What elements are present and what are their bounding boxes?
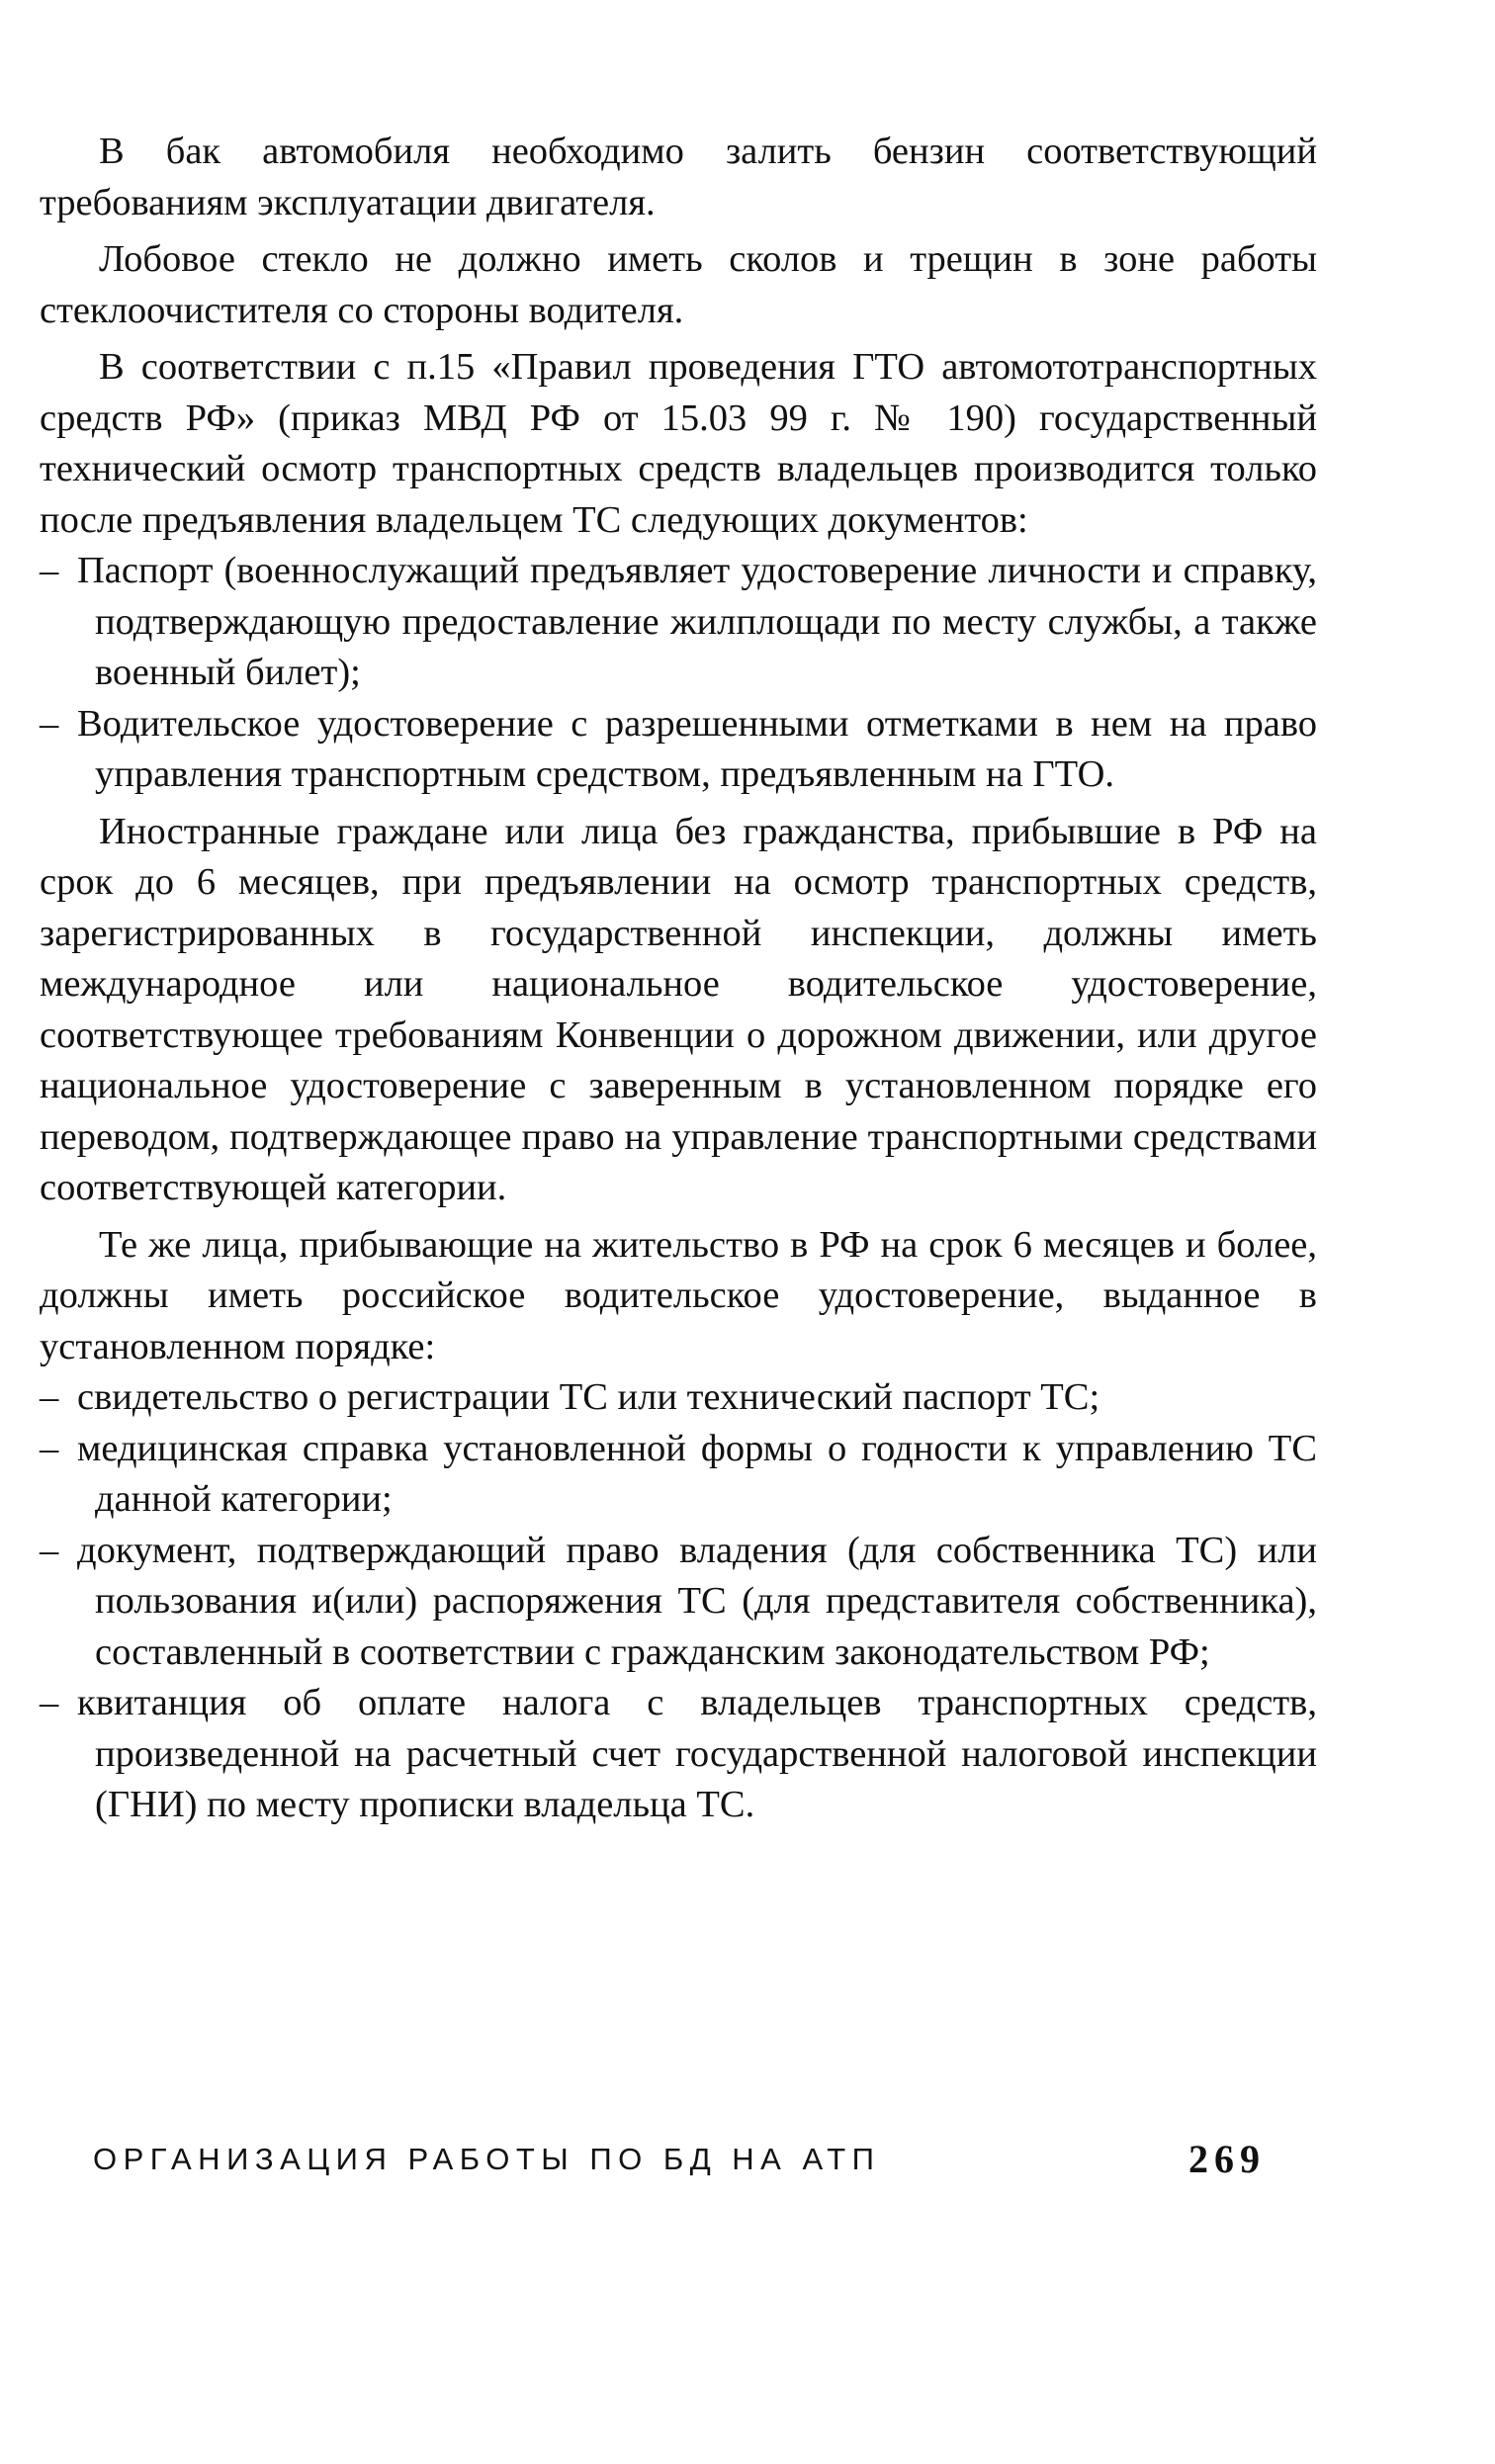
list-item-text: Паспорт (военнослужащий предъявляет удостоверение личности и справку, подтверждающую предоставление жилплощади по месту службы, а также военный билет); bbox=[77, 550, 1317, 693]
paragraph-residents: Те же лица, прибывающие на жительство в РФ на срок 6 месяцев и более, должны иметь российское водительское удостоверение, выданное в установленном порядке: bbox=[40, 1223, 1317, 1367]
list-item-text: Водительское удостоверение с разрешенными отметками в нем на право управления транспортным средством, предъявленным на ГТО. bbox=[77, 702, 1317, 795]
list-item-registration bbox=[40, 1372, 1317, 1424]
list-item-ownership bbox=[40, 1526, 1317, 1679]
resident-documents-list bbox=[40, 1372, 1317, 1831]
paragraph-windshield: Лобовое стекло не должно иметь сколов и трещин в зоне работы стеклоочистителя со стороны водителя. bbox=[40, 238, 1317, 331]
paragraph-foreign-citizens: Иностранные граждане или лица без гражданства, прибывшие в РФ на срок до 6 месяцев, при предъявлении на осмотр транспортных средств, зарегистрированных в государственной инспекции, должны иметь международное или национальное водительское удостоверение, соответствующее требованиям Конвенции о дорожном движении, или другое национальное удостоверение с заверенным в установленном порядке его переводом, подтверждающее право на управление транспортными средствами соответствующей категории. bbox=[40, 810, 1317, 1208]
list-item-text: квитанция об оплате налога с владельцев транспортных средств, произведенной на расчетный счет государственной налоговой инспекции (ГНИ) по месту прописки владельца ТС. bbox=[77, 1682, 1317, 1825]
list-dash: – bbox=[40, 1427, 59, 1469]
list-item-driver-license bbox=[40, 699, 1317, 801]
paragraph-fuel: В бак автомобиля необходимо залить бензин соответствующий требованиям эксплуатации двигателя. bbox=[40, 131, 1317, 223]
list-item-passport bbox=[40, 546, 1317, 699]
running-title: ОРГАНИЗАЦИЯ РАБОТЫ ПО БД НА АТП bbox=[93, 2142, 881, 2176]
list-item-text: медицинская справка установленной формы о годности к управлению ТС данной категории; bbox=[77, 1427, 1317, 1520]
list-item-text: свидетельство о регистрации ТС или технический паспорт ТС; bbox=[77, 1376, 1100, 1418]
page-body bbox=[40, 127, 1317, 1831]
paragraph-inspection-rules: В соответствии с п.15 «Правил проведения ГТО автомототранспортных средств РФ» (приказ МВД РФ от 15.03 99 г. № 190) государственный технический осмотр транспортных средств владельцев производится только после предъявления владельцем ТС следующих документов: bbox=[40, 346, 1317, 541]
list-item-tax-receipt bbox=[40, 1678, 1317, 1831]
list-dash: – bbox=[40, 1529, 59, 1571]
list-dash: – bbox=[40, 1376, 59, 1418]
required-documents-list bbox=[40, 546, 1317, 801]
list-item-text: документ, подтверждающий право владения (для собственника ТС) или пользования и(или) распоряжения ТС (для представителя собственника), составленный в соответствии с гражданским законодательством РФ; bbox=[77, 1529, 1317, 1673]
list-dash: – bbox=[40, 702, 59, 745]
page-number: 269 bbox=[1188, 2137, 1266, 2181]
list-dash: – bbox=[40, 1682, 59, 1723]
list-dash: – bbox=[40, 550, 59, 591]
page-footer bbox=[93, 2130, 1266, 2189]
list-item-medical bbox=[40, 1424, 1317, 1526]
